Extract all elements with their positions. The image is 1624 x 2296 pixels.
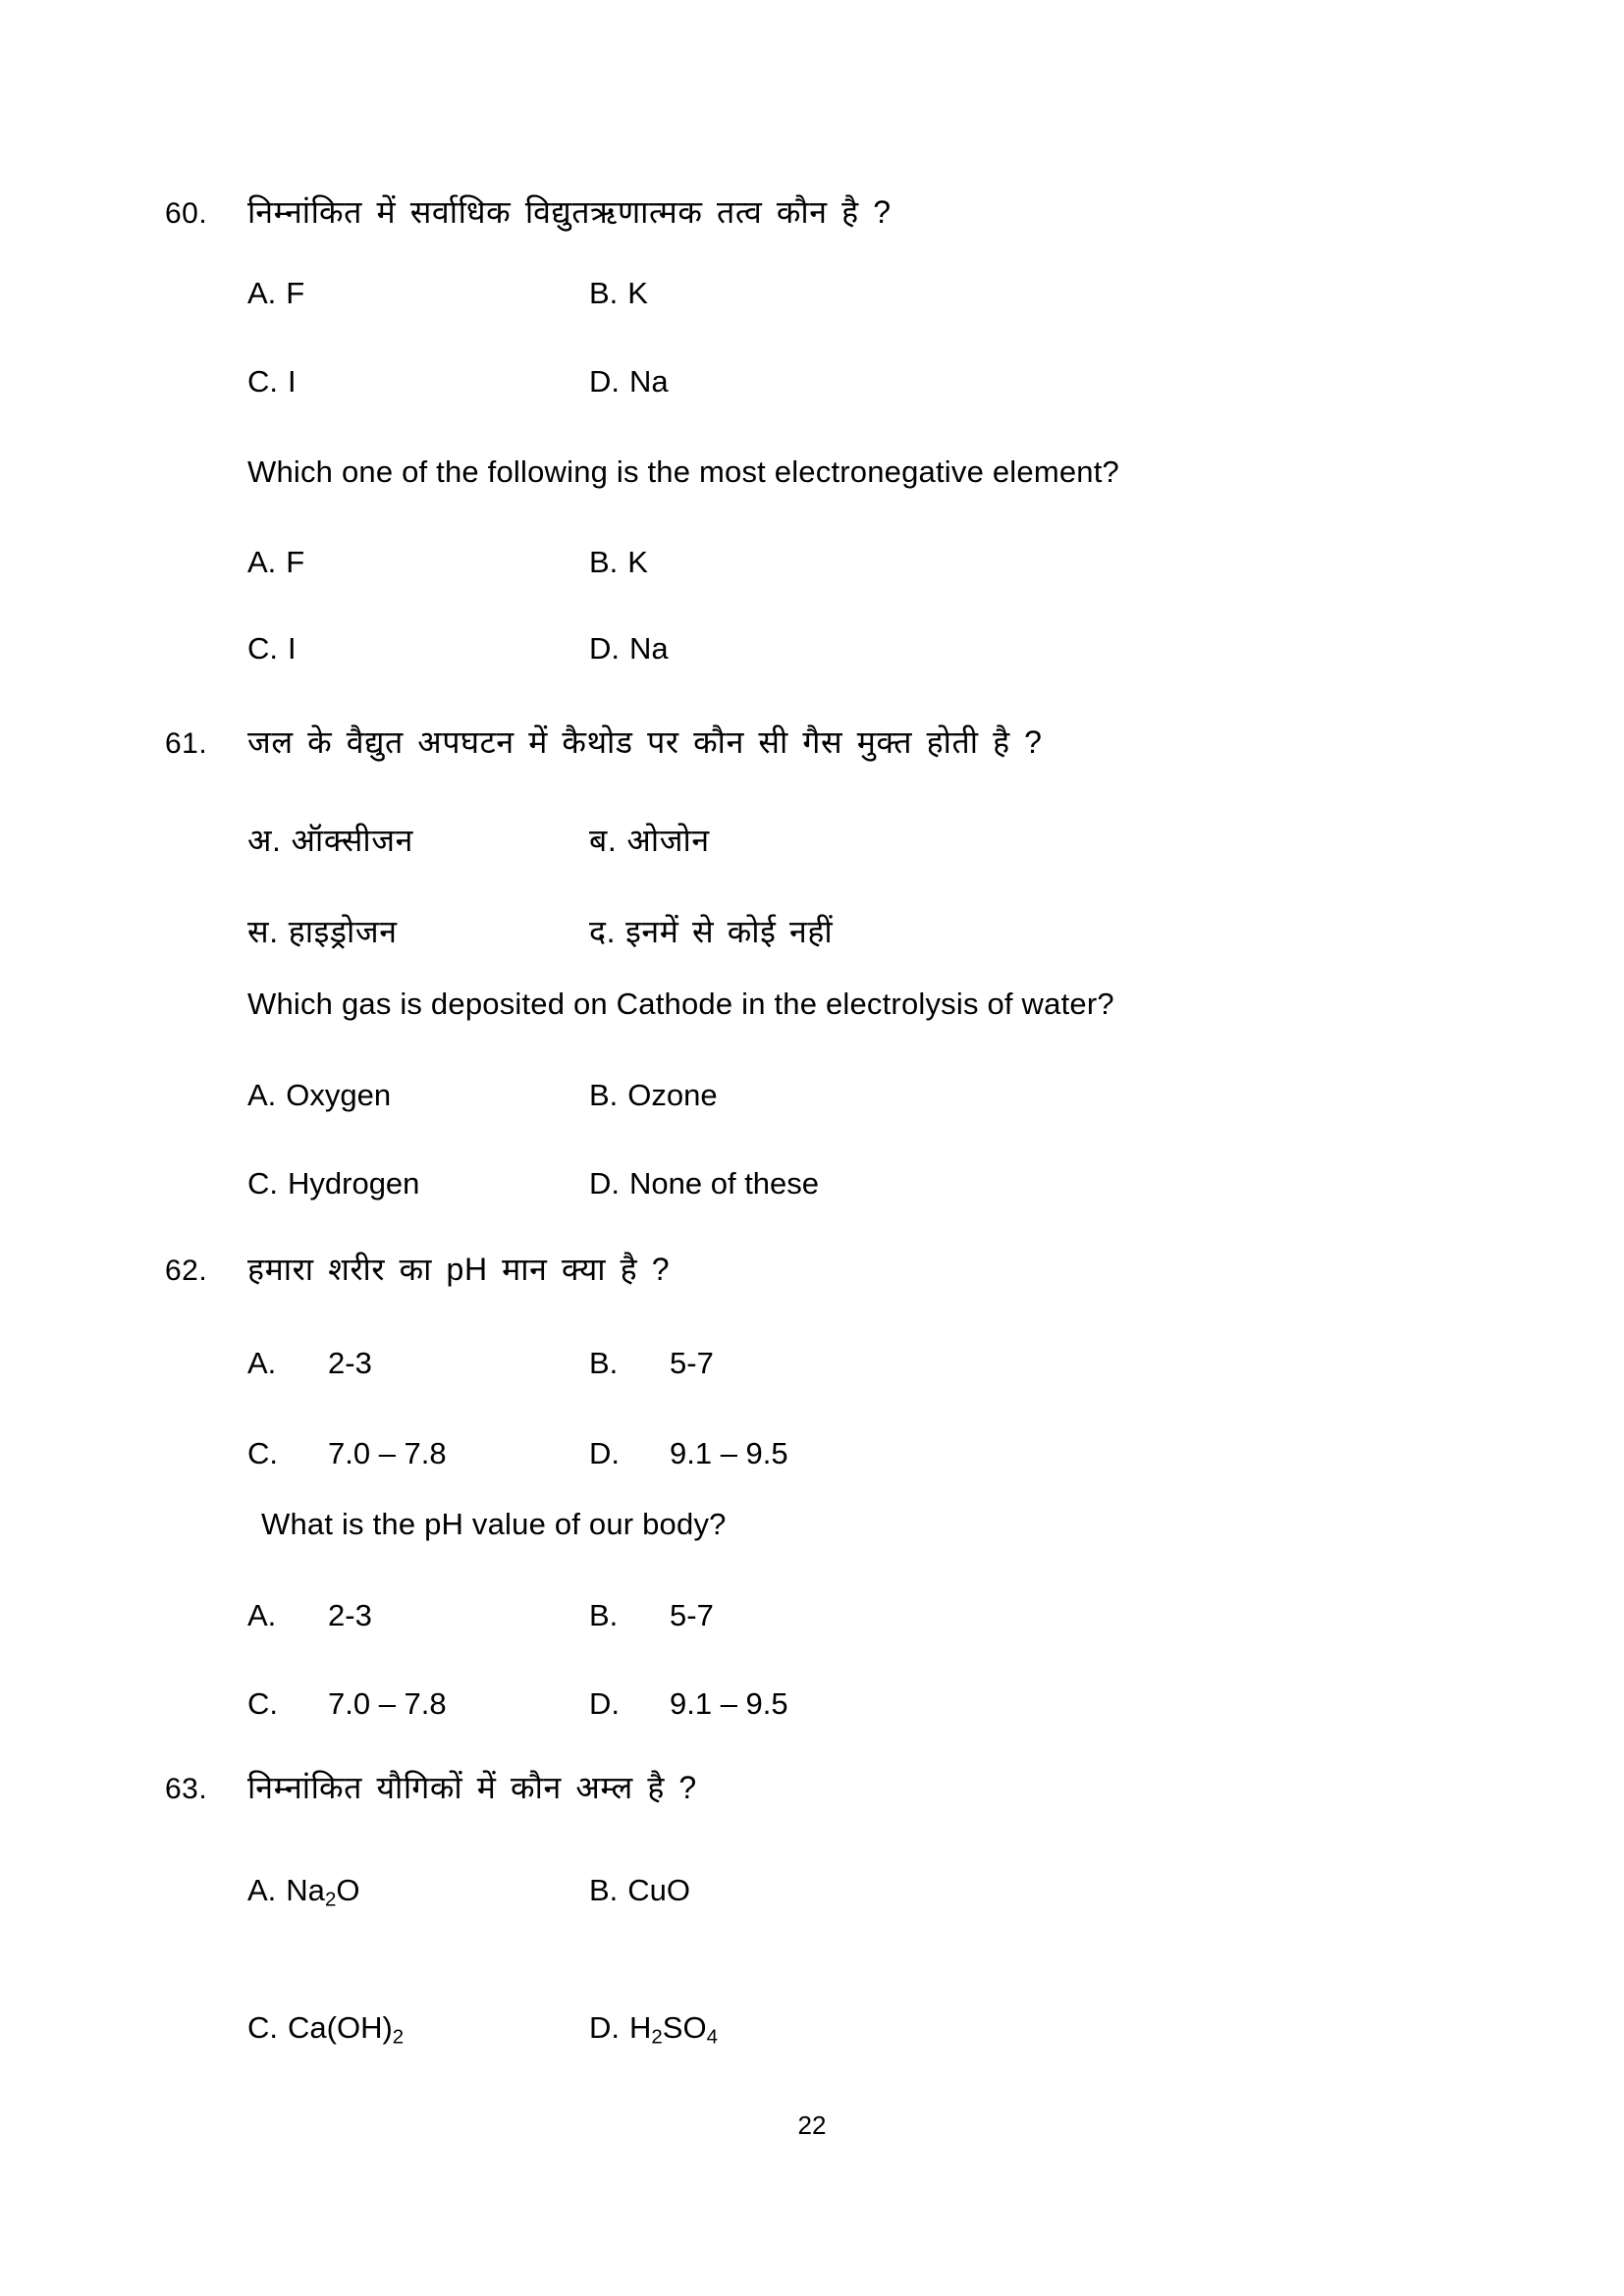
option-value: 5-7: [670, 1598, 714, 1632]
option-62-english-a[interactable]: [247, 1595, 589, 1636]
question-60-hindi-text: निम्नांकित में सर्वाधिक विद्युतऋणात्मक तत्व कौन है ?: [247, 194, 892, 230]
option-value: इनमें से कोई नहीं: [625, 914, 834, 949]
option-key: D.: [589, 1436, 620, 1470]
question-60-hindi-stem: [165, 191, 1471, 235]
option-62-english-d[interactable]: [589, 1683, 1471, 1725]
question-60-english-text: Which one of the following is the most electronegative element?: [247, 454, 1119, 489]
option-60-english-b[interactable]: [589, 542, 1471, 583]
option-value: ओजोन: [626, 823, 710, 858]
question-60-hindi-options-row-2: [247, 361, 1471, 402]
option-value: Oxygen: [286, 1078, 392, 1112]
question-60-english-options-row-1: [247, 542, 1471, 583]
option-61-english-d[interactable]: [589, 1163, 1471, 1204]
option-key: D.: [589, 1166, 620, 1201]
option-key: A.: [247, 1598, 277, 1632]
option-key: B.: [589, 545, 619, 579]
option-key: A.: [247, 1078, 277, 1112]
question-61-english-text: Which gas is deposited on Cathode in the electrolysis of water?: [247, 987, 1114, 1021]
option-value: K: [627, 276, 648, 310]
question-63-hindi-text: निम्नांकित यौगिकों में कौन अम्ल है ?: [247, 1770, 697, 1805]
option-formula: $Na_2O$: [286, 1873, 360, 1911]
option-key: C.: [247, 631, 278, 666]
option-key: C.: [247, 2010, 278, 2045]
question-62-hindi-options-row-2: [247, 1433, 1471, 1474]
option-62-english-b[interactable]: [589, 1595, 1471, 1636]
option-value: Hydrogen: [288, 1166, 420, 1201]
option-key: स.: [247, 914, 279, 949]
question-62-english-text: What is the pH value of our body?: [261, 1507, 727, 1541]
option-60-hindi-b[interactable]: [589, 273, 1471, 314]
option-60-english-c[interactable]: [247, 628, 589, 669]
option-key: D.: [589, 2010, 620, 2045]
option-61-hindi-c[interactable]: [247, 911, 589, 953]
question-63-options-row-2: [247, 2007, 1471, 2051]
option-key: द.: [589, 914, 617, 949]
question-60-english-stem: [165, 452, 1471, 493]
option-key: C.: [247, 364, 278, 399]
option-60-hindi-a[interactable]: [247, 273, 589, 314]
question-61-hindi-options-row-2: [247, 911, 1471, 953]
option-63-a[interactable]: [247, 1870, 589, 1913]
option-key: D.: [589, 631, 620, 666]
option-value: 9.1 – 9.5: [670, 1436, 788, 1470]
option-key: B.: [589, 1346, 619, 1380]
option-formula: $Ca(OH)_2$: [288, 2010, 405, 2049]
option-62-hindi-a[interactable]: [247, 1343, 589, 1384]
question-62-english-stem: [165, 1504, 1471, 1545]
question-63-options-row-1: [247, 1870, 1471, 1913]
question-61-hindi-options-row-1: [247, 820, 1471, 862]
option-value: हाइड्रोजन: [288, 914, 398, 949]
option-key: A.: [247, 276, 277, 310]
option-value: Na: [629, 364, 669, 399]
question-number-63: 63.: [165, 1773, 208, 1805]
option-62-hindi-b[interactable]: [589, 1343, 1471, 1384]
option-61-english-a[interactable]: [247, 1075, 589, 1116]
option-61-hindi-a[interactable]: [247, 820, 589, 862]
page-number: 22: [797, 2110, 827, 2140]
option-key: A.: [247, 1873, 277, 1907]
option-62-hindi-c[interactable]: [247, 1433, 589, 1474]
option-key: D.: [589, 1686, 620, 1721]
option-value: 7.0 – 7.8: [328, 1436, 447, 1470]
option-value: 9.1 – 9.5: [670, 1686, 788, 1721]
option-value: Ozone: [627, 1078, 718, 1112]
option-key: A.: [247, 1346, 277, 1380]
option-key: B.: [589, 1078, 619, 1112]
option-60-hindi-d[interactable]: [589, 361, 1471, 402]
option-key: C.: [247, 1166, 278, 1201]
option-key: B.: [589, 1873, 619, 1907]
question-62-hindi-text: हमारा शरीर का pH मान क्या है ?: [247, 1252, 671, 1287]
option-key: अ.: [247, 823, 282, 858]
option-value: F: [286, 276, 305, 310]
question-61-english-options-row-1: [247, 1075, 1471, 1116]
question-62-english-options-row-2: [247, 1683, 1471, 1725]
option-60-hindi-c[interactable]: [247, 361, 589, 402]
option-value: I: [288, 364, 297, 399]
question-61-english-stem: [165, 984, 1471, 1025]
question-62-hindi-options-row-1: [247, 1343, 1471, 1384]
option-formula: CuO: [627, 1873, 691, 1907]
option-formula: $H_2SO_4$: [629, 2010, 718, 2049]
question-62-english-options-row-1: [247, 1595, 1471, 1636]
question-61-hindi-text: जल के वैद्युत अपघटन में कैथोड पर कौन सी गैस मुक्त होती है ?: [247, 724, 1043, 760]
option-value: I: [288, 631, 297, 666]
option-key: ब.: [589, 823, 618, 858]
option-63-c[interactable]: [247, 2007, 589, 2051]
option-value: Na: [629, 631, 669, 666]
question-number-62: 62.: [165, 1255, 208, 1287]
option-63-d[interactable]: [589, 2007, 1471, 2051]
option-60-english-d[interactable]: [589, 628, 1471, 669]
question-61-english-options-row-2: [247, 1163, 1471, 1204]
option-value: K: [627, 545, 648, 579]
option-61-english-b[interactable]: [589, 1075, 1471, 1116]
option-62-english-c[interactable]: [247, 1683, 589, 1725]
question-60-english-options-row-2: [247, 628, 1471, 669]
option-key: B.: [589, 276, 619, 310]
option-value: 7.0 – 7.8: [328, 1686, 447, 1721]
question-63-hindi-stem: [165, 1767, 1471, 1810]
question-61-hindi-stem: [165, 721, 1471, 765]
question-number-60: 60.: [165, 197, 208, 230]
option-value: 5-7: [670, 1346, 714, 1380]
option-63-b[interactable]: [589, 1870, 1471, 1913]
option-key: C.: [247, 1686, 278, 1721]
option-61-hindi-b[interactable]: [589, 820, 1471, 862]
question-62-hindi-stem: [165, 1249, 1471, 1292]
option-value: 2-3: [328, 1598, 372, 1632]
option-value: ऑक्सीजन: [291, 823, 413, 858]
question-60-hindi-options-row-1: [247, 273, 1471, 314]
option-60-english-a[interactable]: [247, 542, 589, 583]
option-key: D.: [589, 364, 620, 399]
option-62-hindi-d[interactable]: [589, 1433, 1471, 1474]
option-value: 2-3: [328, 1346, 372, 1380]
option-value: None of these: [629, 1166, 820, 1201]
option-key: A.: [247, 545, 277, 579]
option-value: F: [286, 545, 305, 579]
option-key: C.: [247, 1436, 278, 1470]
option-key: B.: [589, 1598, 619, 1632]
option-61-english-c[interactable]: [247, 1163, 589, 1204]
question-number-61: 61.: [165, 727, 208, 760]
option-61-hindi-d[interactable]: [589, 911, 1471, 953]
